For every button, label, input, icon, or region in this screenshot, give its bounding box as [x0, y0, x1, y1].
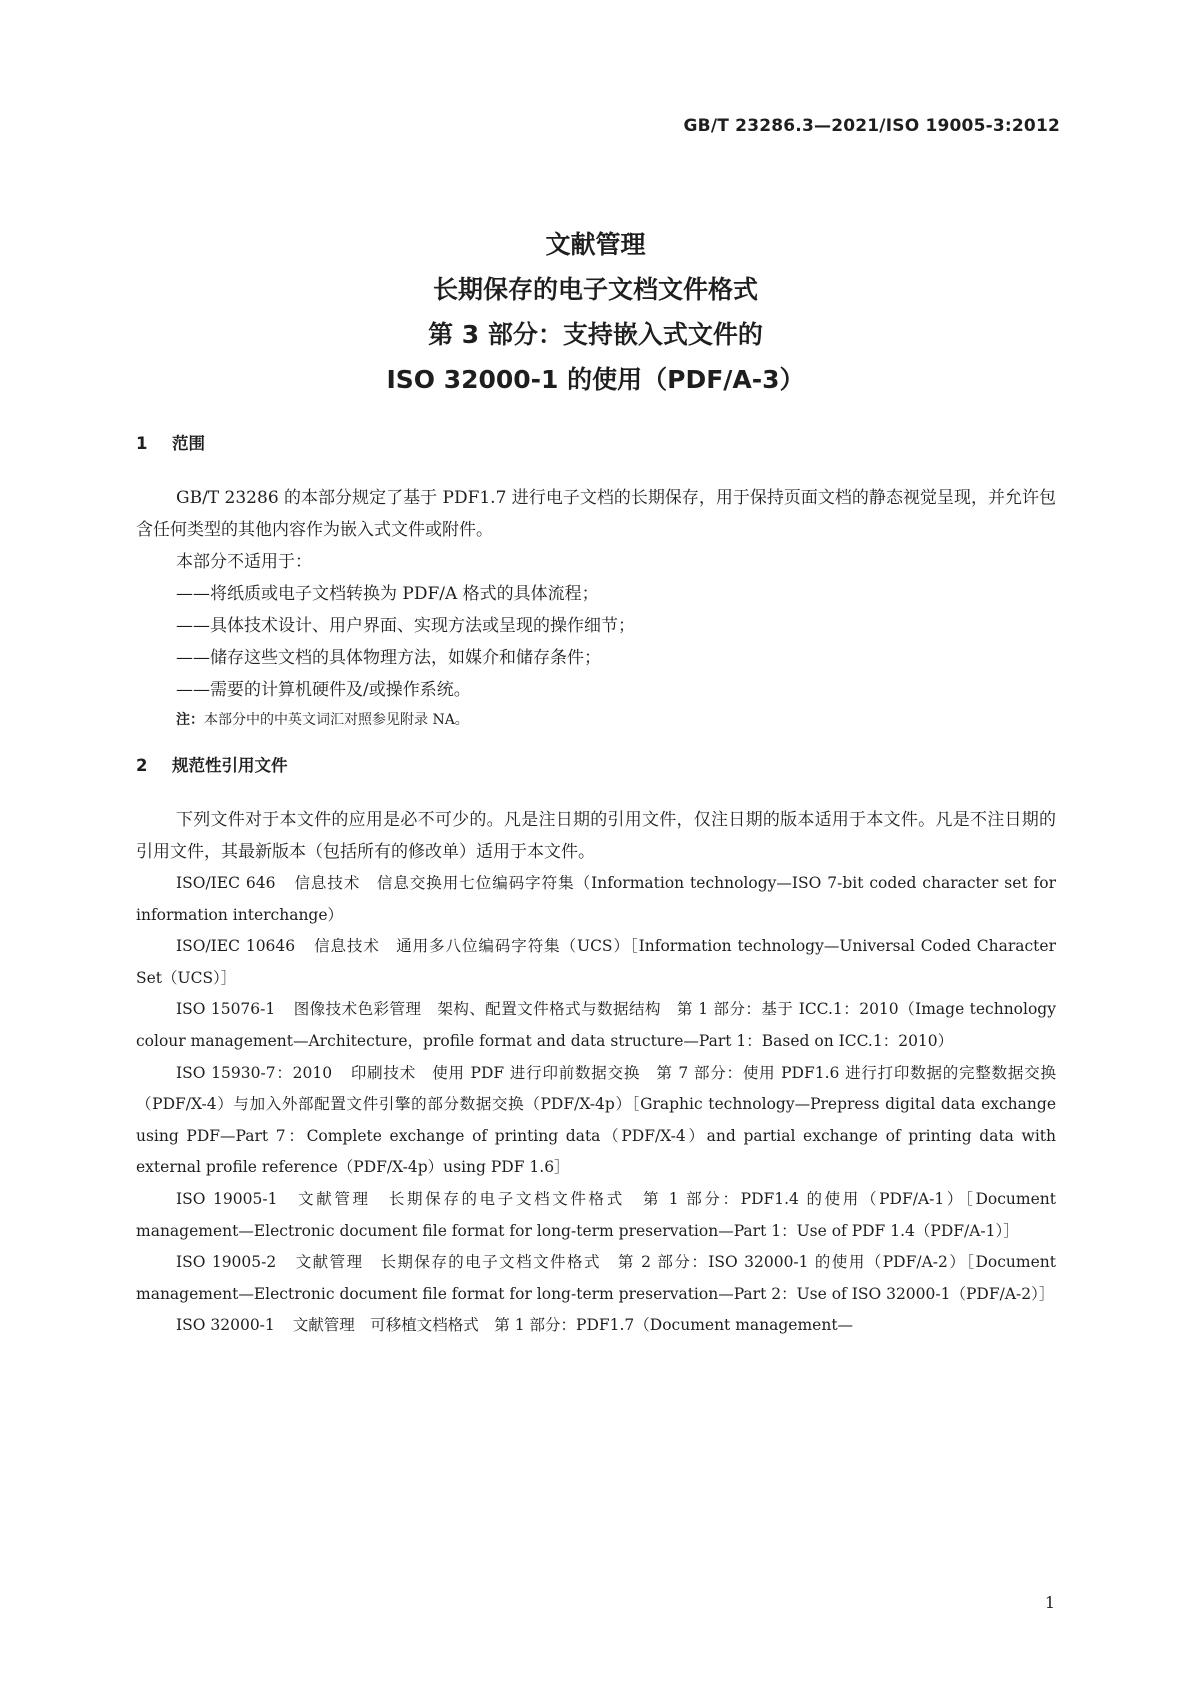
section-1-heading	[136, 430, 205, 454]
reference-title-cn: 信息技术 通用多八位编码字符集（UCS）	[313, 937, 630, 956]
reference-title-en: ［Document management—Electronic document file format for long-term preservation—Part 2：Use of ISO 32000-1（PDF/A-2）］	[136, 1253, 1056, 1303]
reference-title-en: （Image technology colour management—Architecture，profile format and data structure—Part 1：Based on ICC.1：2010）	[136, 1000, 1056, 1050]
section-1-body	[136, 482, 1056, 734]
reference-title-en: ［Document management—Electronic document file format for long-term preservation—Part 1：Use of PDF 1.4（PDF/A-1）］	[136, 1189, 1056, 1240]
scope-exclusion-intro: 本部分不适用于：	[176, 552, 312, 572]
reference-title-en: （Information technology—ISO 7-bit coded character set for information interchange）	[136, 874, 1056, 924]
standard-code: GB/T 23286.3—2021/ISO 19005-3:2012	[683, 116, 1060, 136]
scope-exclusion-item: ——储存这些文档的具体物理方法，如媒介和储存条件；	[176, 648, 601, 668]
reference-title-cn: 文献管理 可移植文档格式 第 1 部分：PDF1.7	[292, 1316, 635, 1335]
page-number: 1	[1044, 1593, 1055, 1612]
reference-title-cn: 文献管理 长期保存的电子文档文件格式 第 1 部分：PDF1.4 的使用（PDF/A-1）	[295, 1189, 966, 1208]
scope-exclusion-item: ——需要的计算机硬件及/或操作系统。	[176, 680, 471, 700]
reference-code: ISO 15930-7：2010	[176, 1063, 333, 1082]
reference-code: ISO/IEC 10646	[176, 937, 296, 956]
reference-entry	[136, 868, 1056, 931]
reference-entry	[136, 931, 1056, 994]
reference-title-cn: 图像技术色彩管理 架构、配置文件格式与数据结构 第 1 部分：基于 ICC.1：2010	[293, 1000, 899, 1019]
scope-paragraph: GB/T 23286 的本部分规定了基于 PDF1.7 进行电子文档的长期保存，用于保持页面文档的静态视觉呈现，并允许包含任何类型的其他内容作为嵌入式文件或附件。	[136, 488, 1056, 540]
scope-exclusion-item: ——将纸质或电子文档转换为 PDF/A 格式的具体流程；	[176, 584, 599, 604]
reference-code: ISO/IEC 646	[176, 874, 276, 892]
section-2-title: 规范性引用文件	[172, 756, 288, 775]
title-line-2: 长期保存的电子文档文件格式	[432, 275, 758, 304]
reference-title-en: ［Information technology—Universal Coded Character Set（UCS）］	[136, 937, 1056, 987]
reference-code: ISO 32000-1	[176, 1316, 275, 1335]
title-line-1: 文献管理	[545, 230, 646, 259]
section-2-number: 2	[136, 756, 148, 775]
title-line-3: 第 3 部分：支持嵌入式文件的	[428, 320, 763, 349]
title-line-4: ISO 32000-1 的使用（PDF/A-3）	[386, 365, 805, 394]
reference-code: ISO 15076-1	[176, 1000, 276, 1019]
document-title	[0, 222, 1191, 402]
note-label: 注：	[176, 712, 204, 728]
reference-entry	[136, 1247, 1056, 1310]
reference-entry	[136, 1058, 1056, 1184]
reference-code: ISO 19005-2	[176, 1253, 277, 1272]
reference-code: ISO 19005-1	[176, 1189, 278, 1208]
reference-title-cn: 信息技术 信息交换用七位编码字符集	[293, 874, 575, 892]
section-1-number: 1	[136, 434, 148, 453]
normative-intro: 下列文件对于本文件的应用是必不可少的。凡是注日期的引用文件，仅注日期的版本适用于本文件。凡是不注日期的引用文件，其最新版本（包括所有的修改单）适用于本文件。	[136, 810, 1056, 862]
reference-title-cn: 文献管理 长期保存的电子文档文件格式 第 2 部分：ISO 32000-1 的使用（PDF/A-2）	[294, 1253, 967, 1272]
section-1-title: 范围	[172, 434, 205, 453]
section-2-heading	[136, 752, 288, 776]
scope-note	[136, 706, 1056, 734]
note-text: 本部分中的中英文词汇对照参见附录 NA。	[204, 712, 469, 728]
reference-title-en: （Document management—	[634, 1316, 854, 1335]
reference-title-cn: 印刷技术 使用 PDF 进行印前数据交换 第 7 部分：使用 PDF1.6 进行打印数据的完整数据交换（PDF/X-4）与加入外部配置文件引擎的部分数据交换（PDF/X-4p）	[136, 1063, 1056, 1114]
section-2-body	[136, 804, 1056, 1342]
reference-entry	[136, 1184, 1056, 1247]
reference-entry	[136, 1310, 1056, 1342]
reference-entry	[136, 994, 1056, 1057]
reference-title-en: ［Graphic technology—Prepress digital data exchange using PDF—Part 7：Complete exchange of printing data（PDF/X-4）and partial exchange of printing data with external profile reference（PDF/X-4p）using PDF 1.6］	[136, 1095, 1056, 1177]
scope-exclusion-item: ——具体技术设计、用户界面、实现方法或呈现的操作细节；	[176, 616, 635, 636]
